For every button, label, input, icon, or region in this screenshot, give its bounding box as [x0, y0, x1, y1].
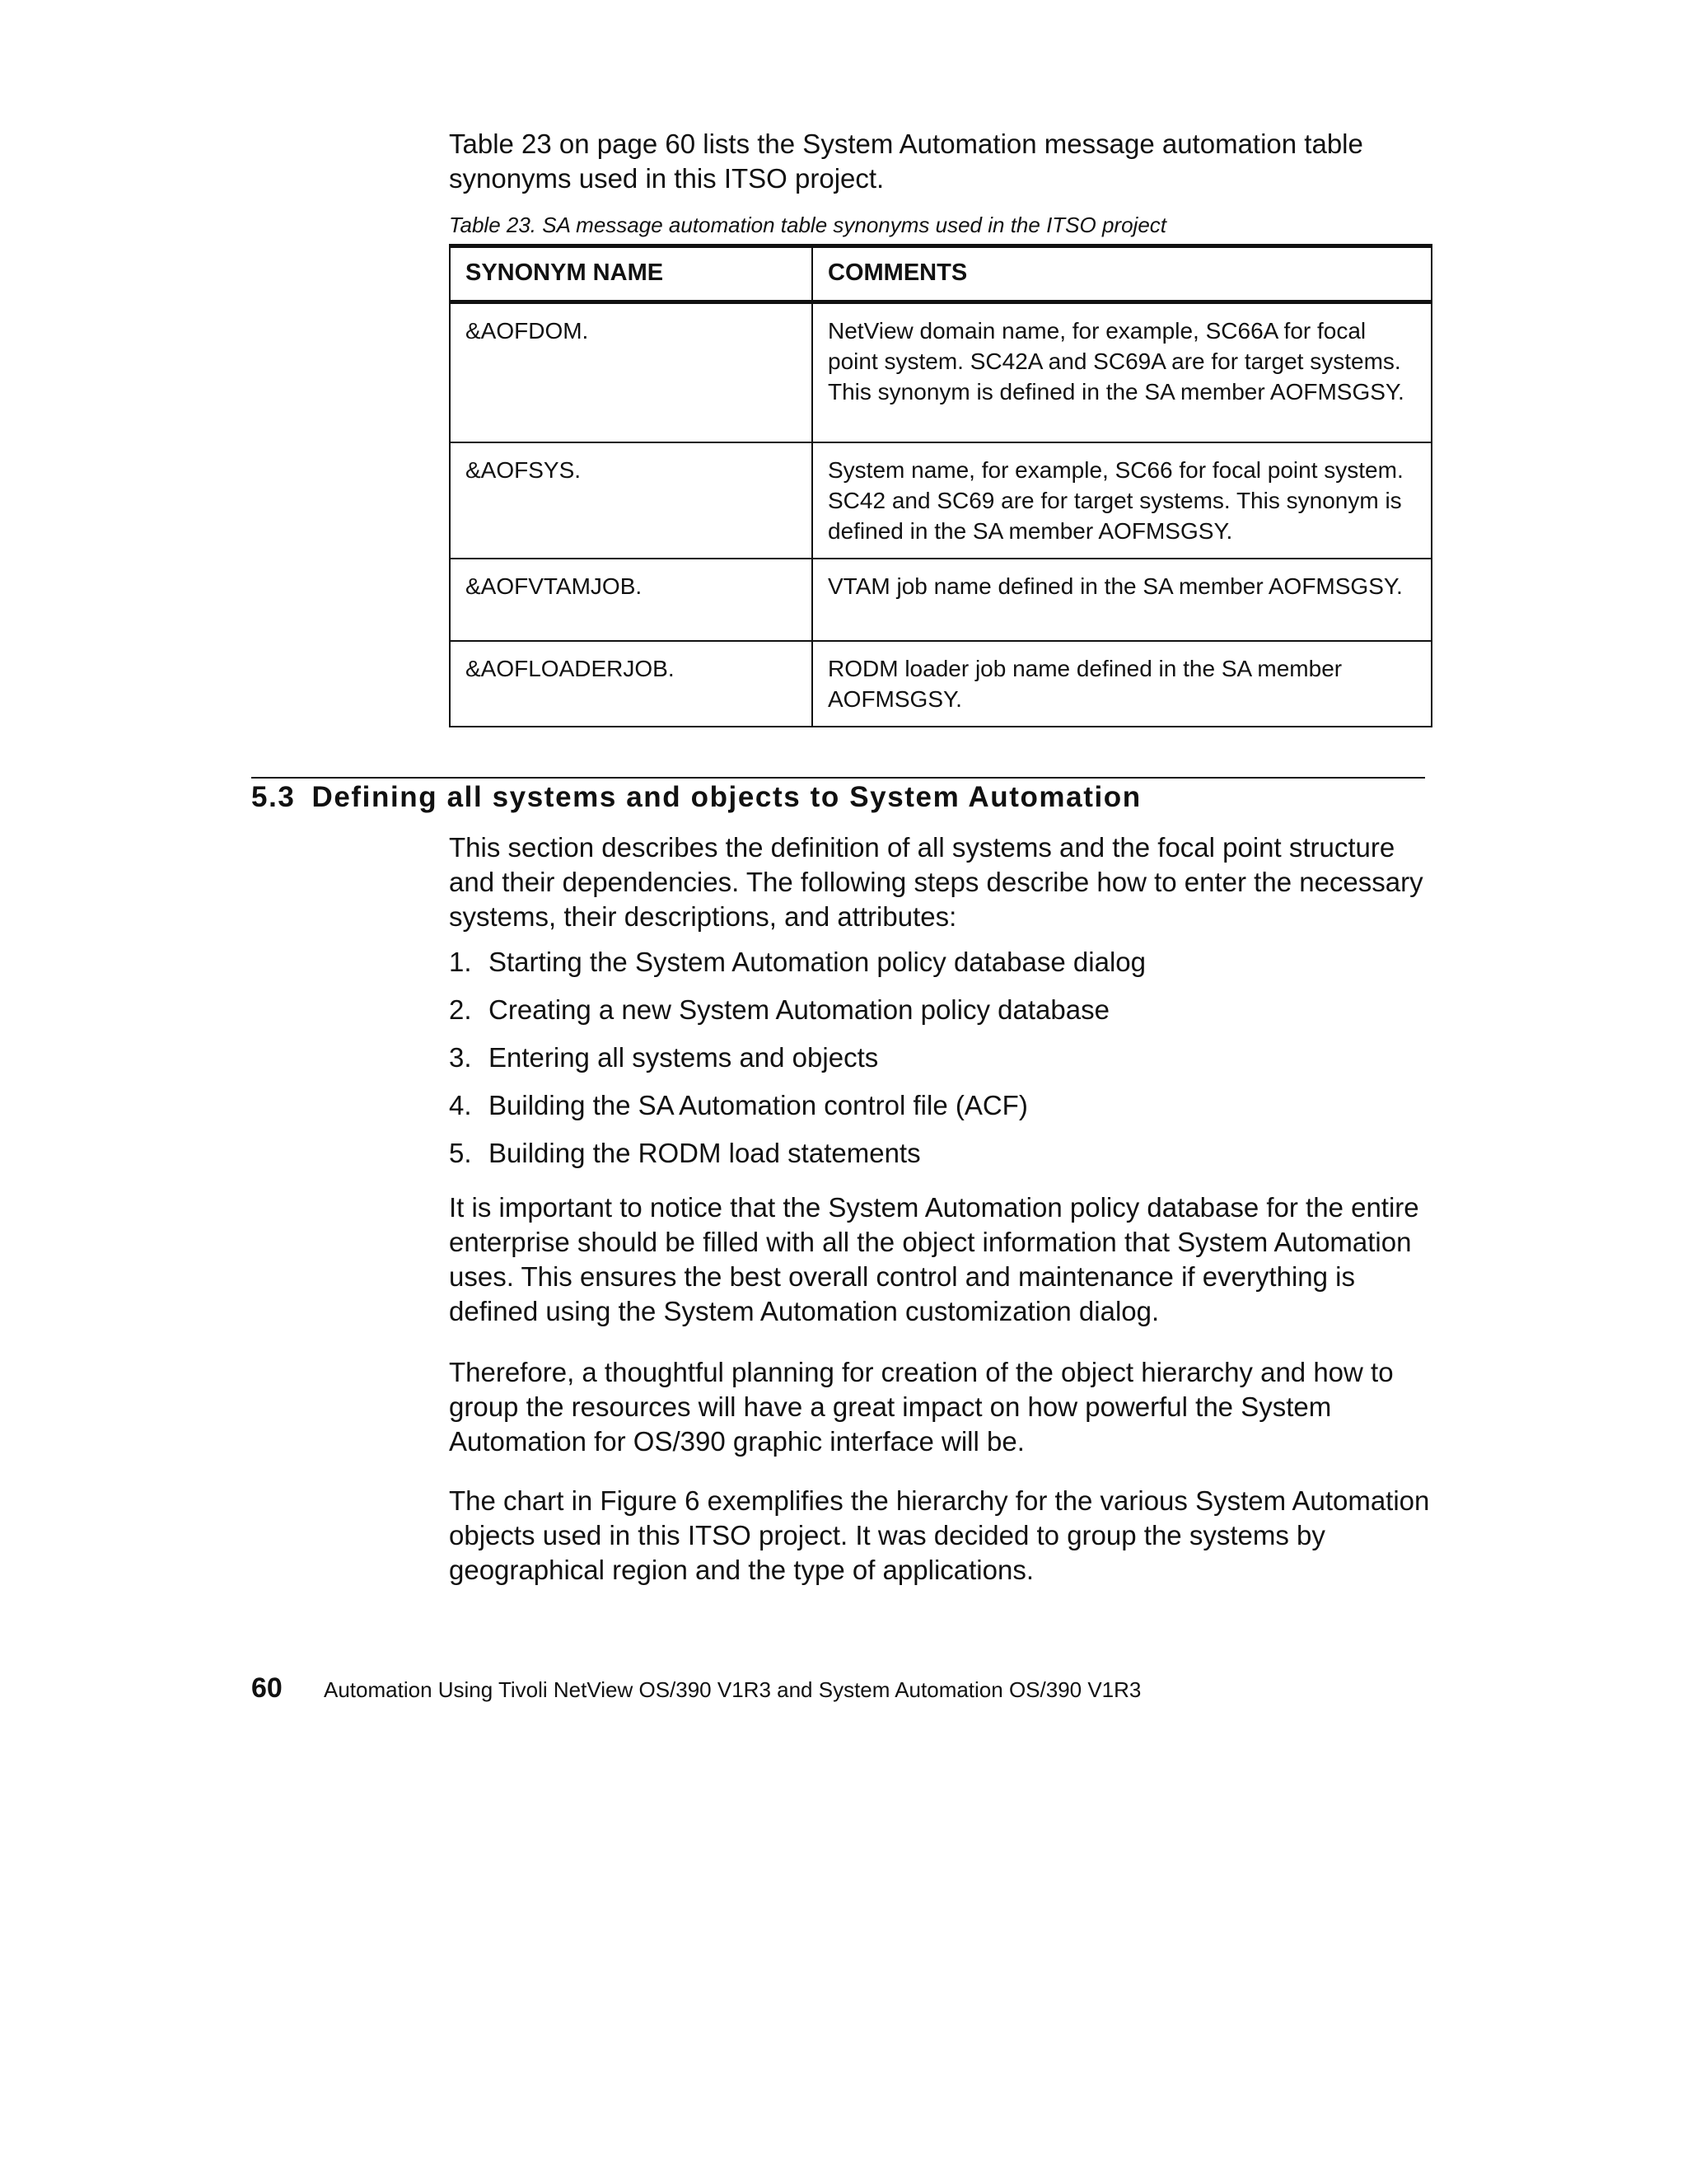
planning-paragraph: Therefore, a thoughtful planning for creation of the object hierarchy and how to group the resources will have a great impact on how powerful the System Automation for OS/390 graphic interface will be. [449, 1357, 1394, 1457]
step-number: 4. [449, 1090, 472, 1120]
section-heading [251, 781, 1142, 814]
table-row [450, 442, 1432, 559]
table-row [450, 302, 1432, 442]
comment-cell: RODM loader job name defined in the SA member AOFMSGSY. [812, 641, 1432, 727]
list-item [449, 1041, 1437, 1088]
steps-list [449, 945, 1437, 1184]
list-item [449, 993, 1437, 1041]
importance-paragraph: It is important to notice that the System Automation policy database for the entire enterprise should be filled with all the object information that System Automation uses. This ensures the best overall control and maintenance if everything is defined using the System Automation customization dialog. [449, 1192, 1419, 1326]
page-footer [251, 1672, 1141, 1705]
section-intro-paragraph: This section describes the definition of all systems and the focal point structure and their dependencies. The following steps describe how to enter the necessary systems, their descriptions, and attributes: [449, 832, 1423, 932]
book-title: Automation Using Tivoli NetView OS/390 V1R3 and System Automation OS/390 V1R3 [324, 1677, 1142, 1702]
synonym-cell: &AOFVTAMJOB. [450, 559, 812, 641]
step-number: 2. [449, 994, 472, 1025]
section-number: 5.3 [251, 781, 296, 813]
header-comments: COMMENTS [812, 246, 1432, 302]
synonym-cell: &AOFDOM. [450, 302, 812, 442]
step-number: 3. [449, 1042, 472, 1073]
header-synonym-name: SYNONYM NAME [450, 246, 812, 302]
list-item [449, 1088, 1437, 1136]
step-text: Building the RODM load statements [488, 1138, 921, 1168]
synonym-table [449, 244, 1432, 727]
table-caption: Table 23. SA message automation table synonyms used in the ITSO project [449, 213, 1166, 237]
step-number: 1. [449, 947, 472, 977]
step-text: Building the SA Automation control file (ACF) [488, 1090, 1028, 1120]
step-text: Creating a new System Automation policy database [488, 994, 1110, 1025]
section-title-text: Defining all systems and objects to System Automation [311, 781, 1142, 813]
step-text: Entering all systems and objects [488, 1042, 879, 1073]
section-divider [251, 777, 1425, 779]
comment-cell: VTAM job name defined in the SA member AOFMSGSY. [812, 559, 1432, 641]
step-text: Starting the System Automation policy database dialog [488, 947, 1146, 977]
comment-cell: System name, for example, SC66 for focal point system. SC42 and SC69 are for target systems. This synonym is defined in the SA member AOFMSGSY. [812, 442, 1432, 559]
list-item [449, 1136, 1437, 1184]
chart-reference-paragraph: The chart in Figure 6 exemplifies the hierarchy for the various System Automation objects used in this ITSO project. It was decided to group the systems by geographical region and the type of applications. [449, 1485, 1430, 1585]
step-number: 5. [449, 1138, 472, 1168]
synonym-cell: &AOFLOADERJOB. [450, 641, 812, 727]
page-number: 60 [251, 1672, 283, 1704]
table-row [450, 641, 1432, 727]
table-row [450, 559, 1432, 641]
intro-paragraph: Table 23 on page 60 lists the System Automation message automation table synonyms used in this ITSO project. [449, 129, 1363, 194]
comment-cell: NetView domain name, for example, SC66A for focal point system. SC42A and SC69A are for target systems. This synonym is defined in the SA member AOFMSGSY. [812, 302, 1432, 442]
table-header-row [450, 246, 1432, 302]
list-item [449, 945, 1437, 993]
synonym-cell: &AOFSYS. [450, 442, 812, 559]
